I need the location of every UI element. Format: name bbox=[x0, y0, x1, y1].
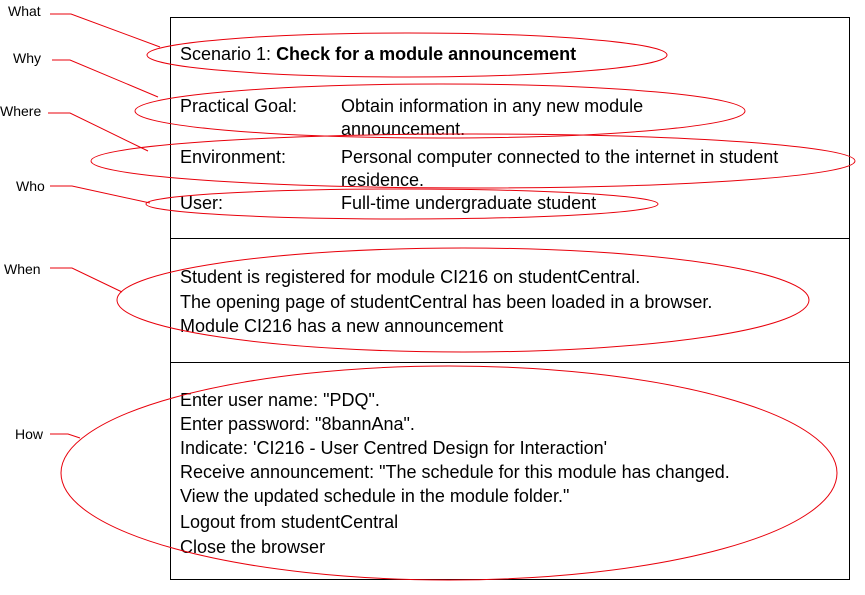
step-line: Enter user name: "PDQ". bbox=[180, 390, 380, 410]
label-where: Where bbox=[0, 103, 42, 119]
step-line: Enter password: "8bannAna". bbox=[180, 414, 415, 434]
step-line: Logout from studentCentral bbox=[180, 512, 399, 532]
step-line: View the updated schedule in the module folder." bbox=[180, 486, 570, 506]
environment-label: Environment: bbox=[180, 147, 287, 167]
step-line: Indicate: 'CI216 - User Centred Design for Interaction' bbox=[180, 438, 608, 458]
leader-line-what bbox=[50, 14, 160, 47]
practical-goal-label: Practical Goal: bbox=[180, 96, 298, 116]
scenario-title-bold: Check for a module announcement bbox=[276, 44, 577, 64]
label-who: Who bbox=[16, 178, 45, 194]
label-when: When bbox=[4, 261, 41, 277]
leader-line-when bbox=[50, 268, 122, 292]
practical-goal-value: Obtain information in any new module announcement. bbox=[341, 96, 644, 139]
environment-value: Personal computer connected to the internet in student residence. bbox=[341, 147, 779, 190]
step-line: Close the browser bbox=[180, 537, 326, 557]
user-value: Full-time undergraduate student bbox=[341, 193, 597, 213]
label-how: How bbox=[15, 426, 44, 442]
step-line: Receive announcement: "The schedule for this module has changed. bbox=[180, 462, 730, 482]
leader-line-who bbox=[50, 186, 150, 203]
leader-line-how bbox=[50, 434, 80, 438]
precondition-line: Module CI216 has a new announcement bbox=[180, 316, 504, 336]
scenario-title bbox=[180, 43, 576, 66]
leader-line-why bbox=[52, 60, 158, 97]
user-label: User: bbox=[180, 193, 224, 213]
precondition-line: Student is registered for module CI216 on studentCentral. bbox=[180, 267, 641, 287]
precondition-line: The opening page of studentCentral has been loaded in a browser. bbox=[180, 292, 713, 312]
section-divider-2 bbox=[171, 362, 849, 363]
label-what: What bbox=[8, 3, 41, 19]
label-why: Why bbox=[13, 50, 41, 66]
leader-line-where bbox=[48, 113, 148, 151]
scenario-title-prefix: Scenario 1: bbox=[180, 44, 277, 64]
section-divider-1 bbox=[171, 238, 849, 239]
